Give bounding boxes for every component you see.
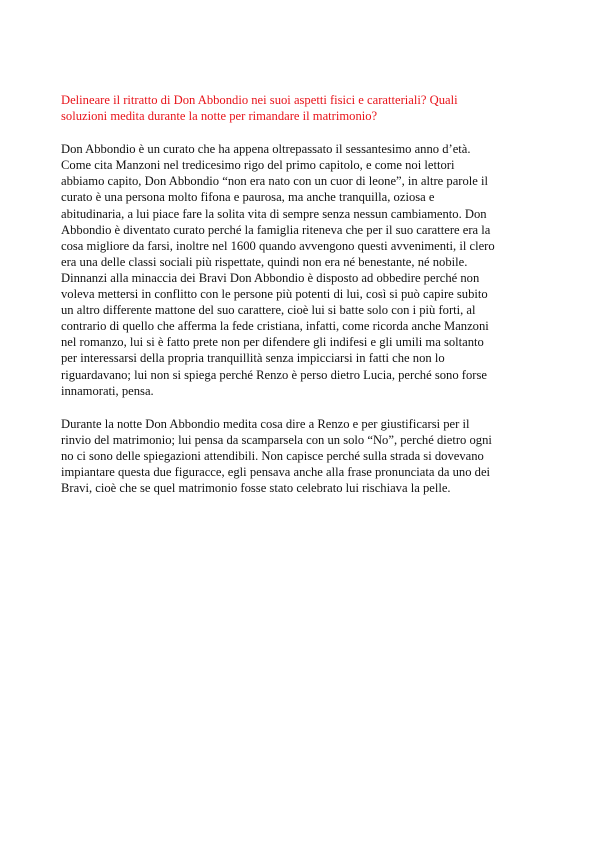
paragraph-night-thoughts: Durante la notte Don Abbondio medita cosa dire a Renzo e per giustificarsi per il rinvio del matrimonio; lui pensa da scamparsela con un solo “No”, perché dietro ogni no ci sono delle spiegazioni attendibili. Non capisce perché sulla strada si dovevano impiantare questa due figuracce, egli pensava anche alla frase pronunciata da uno dei Bravi, cioè che se quel matrimonio fosse stato celebrato lui rischiava la pelle. <box>61 416 492 496</box>
assignment-question: Delineare il ritratto di Don Abbondio nei suoi aspetti fisici e caratteriali? Quali soluzioni medita durante la notte per rimandare il matrimonio? <box>61 93 458 124</box>
document-body <box>61 92 537 513</box>
paragraph-character-portrait: Don Abbondio è un curato che ha appena oltrepassato il sessantesimo anno d’età. Come cita Manzoni nel tredicesimo rigo del primo capitolo, e come noi lettori abbiamo capito, Don Abbondio “non era nato con un cuor di leone”, in altre parole il curato è una persona molto fifona e paurosa, ma anche tranquilla, oziosa e abitudinaria, a lui piace fare la solita vita di sempre senza nessun cambiamento. Don Abbondio è diventato curato perché la famiglia riteneva che per il suo carattere era la cosa migliore da farsi, inoltre nel 1600 quando avvengono questi avvenimenti, il clero era una delle classi sociali più rispettate, quindi non era né benestante, né nobile. Dinnanzi alla minaccia dei Bravi Don Abbondio è disposto ad obbedire perché non voleva mettersi in conflitto con le persone più potenti di lui, così si può capire subito un altro differente mattone del suo carattere, cioè lui si batte solo con i più forti, al contrario di quello che afferma la fede cristiana, infatti, come ricorda anche Manzoni nel romanzo, lui si è fatto prete non per difendere gli indifesi e gli umili ma soltanto per interessarsi della propria tranquillità senza impicciarsi in fatti che non lo riguardavano; lui non si spiega perché Renzo è perso dietro Lucia, perché sono forse innamorati, pensa. <box>61 142 495 398</box>
